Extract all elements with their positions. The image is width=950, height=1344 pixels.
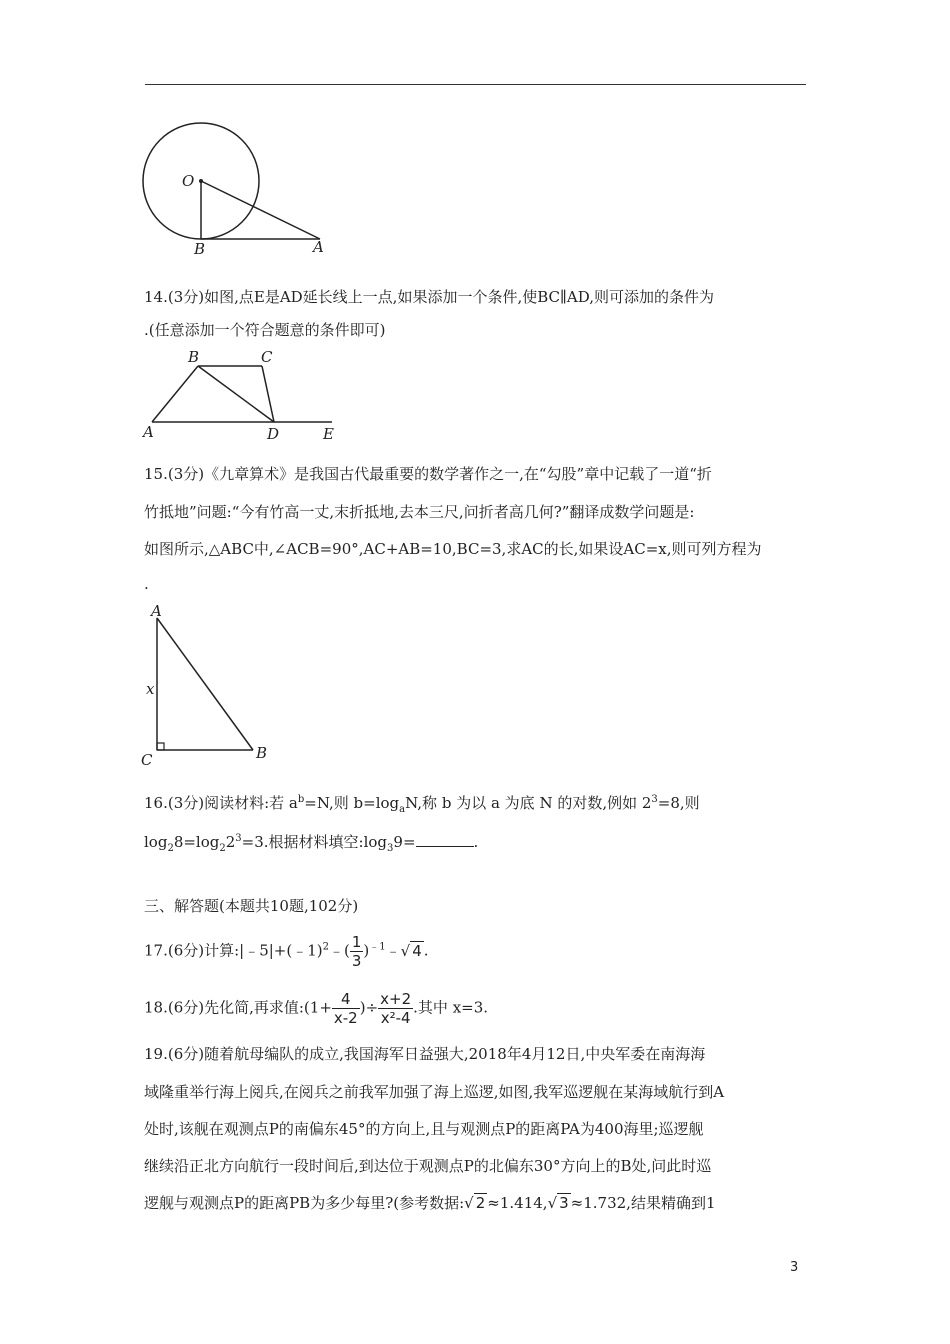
q15-line3: 如图所示,△ABC中,∠ACB=90°,AC+AB=10,BC=3,求AC的长,如果设AC=x,则可列方程为 (144, 540, 762, 558)
q18-line (144, 990, 488, 1027)
figure-circle-tangent (130, 120, 350, 260)
q16-l2-sup3: 3 (235, 833, 242, 844)
q19-line4: 继续沿正北方向航行一段时间后,到达位于观测点P的北偏东30°方向上的B处,问此时巡 (144, 1157, 712, 1175)
q18-num2: x+2 (380, 990, 412, 1008)
q18-end: .其中 x=3. (413, 998, 489, 1017)
q17-line (144, 933, 429, 970)
q16-l2-sub2b: 2 (219, 843, 226, 854)
q16-line1 (144, 790, 700, 820)
q16-l2-d: =3.根据材料填空:log (241, 833, 388, 851)
q17-close: ) (363, 941, 370, 960)
q18-den1: x-2 (333, 1009, 358, 1027)
q16-sup-3: 3 (651, 794, 658, 805)
q17-num: 1 (351, 933, 362, 951)
label-a: A (143, 423, 154, 441)
q18-num1: 4 (332, 990, 360, 1009)
segment-bd (198, 366, 274, 422)
q18-fraction1 (332, 990, 360, 1027)
q19-sqrt3: √ 3 (547, 1194, 569, 1212)
q15-line1: 15.(3分)《九章算术》是我国古代最重要的数学著作之一,在“勾股”章中记载了一道“折 (144, 465, 712, 483)
q16-sup-b: b (297, 794, 305, 805)
q17-end: . (423, 941, 429, 960)
q19-rad3: 3 (559, 1194, 569, 1212)
right-angle-mark (157, 743, 164, 750)
q15-line2: 竹抵地”问题:“今有竹高一丈,末折抵地,去本三尺,问折者高几何?”翻译成数学问题是: (144, 503, 695, 521)
q19-l5-b: ≈1.414, (487, 1194, 548, 1212)
q16-l2-sub3: 3 (387, 843, 394, 854)
label-c: C (141, 751, 153, 769)
q15-line4: . (144, 575, 149, 593)
q16-l2-a: log (144, 833, 168, 851)
q16-l2-b: 8=log (173, 833, 220, 851)
figure-right-triangle (135, 600, 275, 770)
q17-rad: 4 (412, 941, 422, 960)
segment-oa (201, 181, 320, 239)
q17-supm1: ﹣1 (369, 941, 386, 953)
q18-fraction2 (378, 990, 413, 1027)
q17-fraction (350, 933, 364, 970)
q14-line1: 14.(3分)如图,点E是AD延长线上一点,如果添加一个条件,使BC∥AD,则可添加的条件为 (144, 288, 715, 306)
q16-line2 (144, 829, 478, 859)
q19-l5-a: 逻舰与观测点P的距离PB为多少每里?(参考数据: (144, 1194, 465, 1212)
section-heading: 三、解答题(本题共10题,102分) (144, 897, 359, 915)
label-e: E (323, 425, 334, 443)
q19-line5 (144, 1193, 716, 1213)
q16-sub-a: a (399, 804, 406, 815)
q17-den: 3 (351, 952, 362, 970)
header-rule (145, 84, 806, 85)
label-a: A (151, 602, 162, 620)
q19-line3: 处时,该舰在观测点P的南偏东45°的方向上,且与观测点P的距离PA为400海里;巡逻舰 (144, 1120, 704, 1138)
q16-l2-c: 2 (225, 833, 236, 851)
figure-trapezoid (140, 348, 350, 443)
q17-prefix: 17.(6分)计算:|﹣5|+(﹣1) (144, 941, 323, 960)
q16-l2-sub2: 2 (167, 843, 174, 854)
q19-line2: 域隆重举行海上阅兵,在阅兵之前我军加强了海上巡逻,如图,我军巡逻舰在某海域航行到A (144, 1083, 725, 1101)
q17-sqrt: √ 4 (400, 941, 422, 960)
segment-ab (152, 366, 198, 422)
label-b: B (194, 240, 206, 258)
q19-l5-c: ≈1.732,结果精确到1 (570, 1194, 716, 1212)
center-point (199, 179, 203, 183)
label-b: B (256, 744, 268, 762)
answer-blank (416, 832, 474, 847)
q18-prefix: 18.(6分)先化简,再求值:(1+ (144, 998, 332, 1017)
label-b: B (188, 348, 200, 366)
q19-sqrt2: √ 2 (464, 1194, 486, 1212)
page-number: 3 (790, 1260, 799, 1275)
label-a: A (313, 238, 324, 256)
label-c: C (261, 348, 273, 366)
q16-l2-e: 9= (393, 833, 416, 851)
q16-mid2: N,称 b 为以 a 为底 N 的对数,例如 2 (405, 794, 652, 812)
label-x: x (146, 680, 155, 698)
q17-minus: ﹣( (329, 941, 350, 960)
q16-mid1: =N,则 b=log (304, 794, 400, 812)
label-o: O (182, 172, 195, 190)
label-d: D (267, 425, 280, 443)
q17-sup2: 2 (322, 941, 329, 953)
q14-line2: .(任意添加一个符合题意的条件即可) (144, 321, 386, 339)
segment-ab (157, 618, 253, 750)
q19-rad2: 2 (475, 1194, 486, 1212)
q16-l2-end: . (473, 833, 479, 851)
q16-prefix: 16.(3分)阅读材料:若 a (144, 794, 298, 812)
q18-den2: x²-4 (380, 1009, 411, 1027)
q19-line1: 19.(6分)随着航母编队的成立,我国海军日益强大,2018年4月12日,中央军委在南海海 (144, 1045, 706, 1063)
q16-mid3: =8,则 (657, 794, 700, 812)
q18-mid: )÷ (359, 998, 379, 1017)
q17-minus2: ﹣ (385, 941, 401, 960)
